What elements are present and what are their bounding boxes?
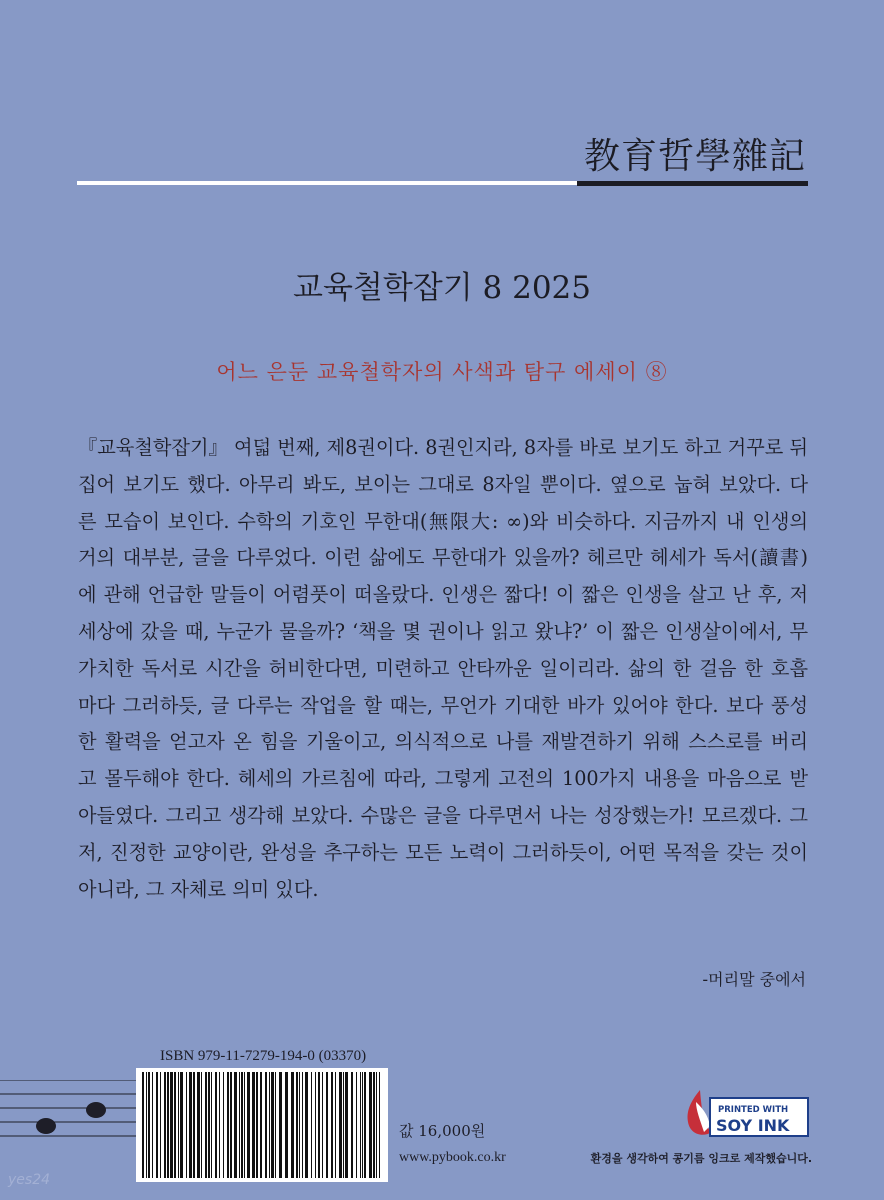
excerpt-line: 가치한 독서로 시간을 허비한다면, 미련하고 안타까운 일이리라. 삶의 한 걸음 한 호흡: [78, 656, 808, 680]
header-rule-dark: [577, 181, 808, 186]
soy-ink-note: 환경을 생각하여 콩기름 잉크로 제작했습니다.: [590, 1152, 812, 1165]
excerpt-line: 마다 그러하듯, 글 다루는 작업을 할 때는, 무언가 기대한 바가 있어야 한다. 보다 풍성: [78, 693, 808, 717]
book-subtitle: 어느 은둔 교육철학자의 사색과 탐구 에세이 ⑧: [216, 360, 668, 384]
isbn-label: ISBN 979-11-7279-194-0 (03370): [160, 1048, 367, 1064]
series-title: 教育哲學雜記: [583, 136, 806, 177]
publisher-url: www.pybook.co.kr: [399, 1150, 506, 1165]
soy-logo-text-main: SOY INK: [716, 1116, 790, 1135]
excerpt-line: 세상에 갔을 때, 누군가 물을까? ‘책을 몇 권이나 읽고 왔냐?’ 이 짧은 인생살이에서, 무: [78, 619, 808, 643]
price-label: 값 16,000원: [399, 1122, 486, 1140]
header-rule-light: [77, 181, 577, 185]
excerpt-line: 에 관해 언급한 말들이 어렴풋이 떠올랐다. 인생은 짧다! 이 짧은 인생을 살고 난 후, 저: [78, 583, 808, 607]
music-staff-decoration: [0, 1080, 140, 1160]
watermark: yes24: [8, 1172, 51, 1188]
soy-ink-logo: [686, 1088, 810, 1140]
excerpt-line: 집어 보기도 했다. 아무리 봐도, 보이는 그대로 8자일 뿐이다. 옆으로 눕혀 보았다. 다: [78, 472, 808, 496]
barcode: [136, 1068, 388, 1182]
book-title: 교육철학잡기 8 2025: [293, 270, 591, 306]
preface-excerpt: [78, 430, 808, 908]
excerpt-line: 아니라, 그 자체로 의미 있다.: [78, 877, 319, 901]
excerpt-line: 거의 대부분, 글을 다루었다. 이런 삶에도 무한대가 있을까? 헤르만 헤세가 독서(讀書): [78, 546, 808, 570]
excerpt-line: 저, 진정한 교양이란, 완성을 추구하는 모든 노력이 그러하듯이, 어떤 목적을 갖는 것이: [78, 840, 808, 864]
excerpt-line: 른 모습이 보인다. 수학의 기호인 무한대(無限大: ∞)와 비슷하다. 지금까지 내 인생의: [78, 509, 808, 533]
excerpt-line: 『교육철학잡기』 여덟 번째, 제8권이다. 8권인지라, 8자를 바로 보기도 하고 거꾸로 뒤: [78, 436, 808, 459]
soy-logo-text-top: PRINTED WITH: [718, 1105, 789, 1115]
excerpt-line: 한 활력을 얻고자 온 힘을 기울이고, 의식적으로 나를 재발견하기 위해 스스로를 버리: [78, 730, 808, 754]
excerpt-line: 아들였다. 그리고 생각해 보았다. 수많은 글을 다루면서 나는 성장했는가! 모르겠다. 그: [78, 803, 808, 827]
excerpt-line: 고 몰두해야 한다. 헤세의 가르침에 따라, 그렇게 고전의 100가지 내용을 마음으로 받: [78, 767, 808, 791]
source-note: -머리말 중에서: [702, 970, 806, 989]
